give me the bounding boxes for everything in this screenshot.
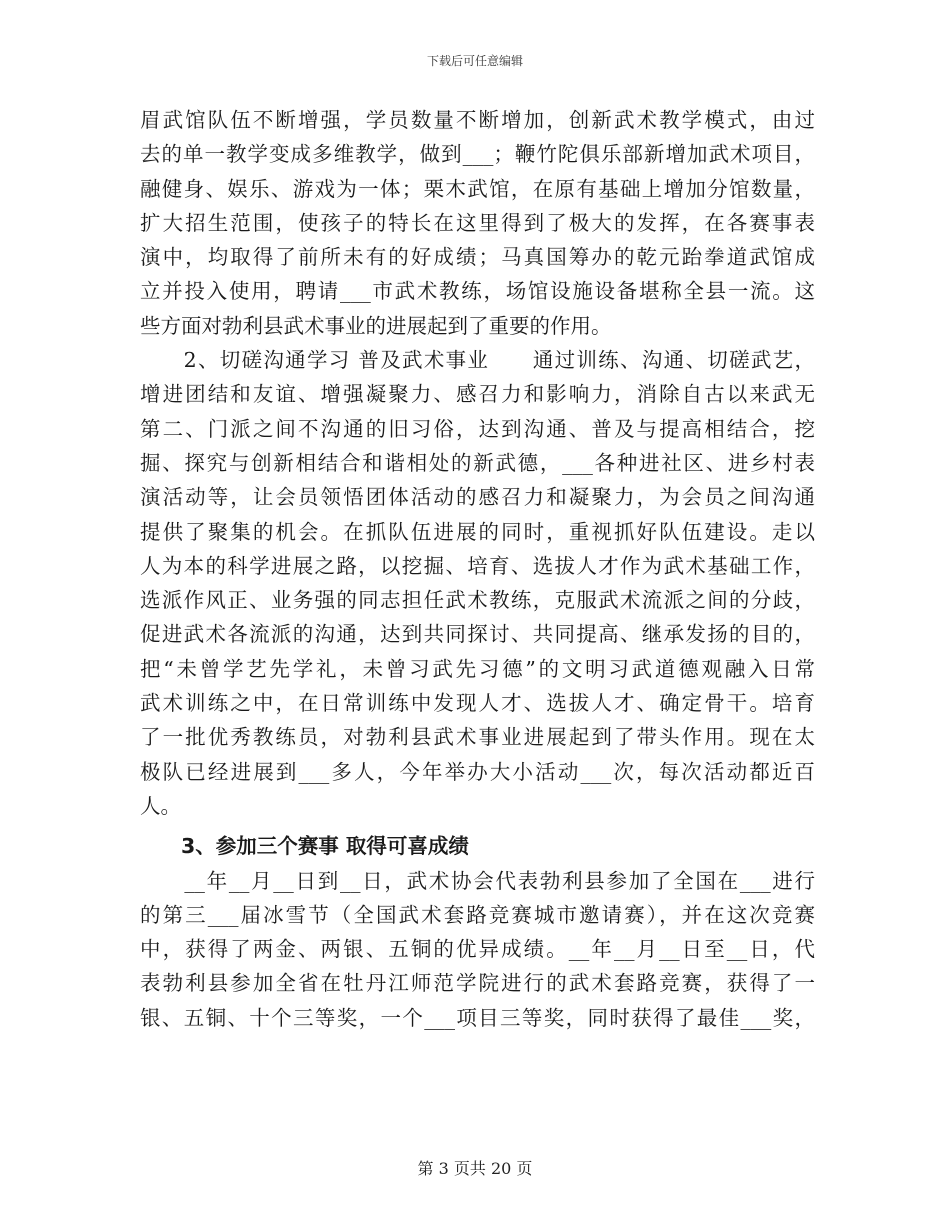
paragraph-line: 极队已经进展到___多人，今年举办大小活动___次，每次活动都近百 (140, 759, 815, 784)
paragraph-line: 扩大招生范围，使孩子的特长在这里得到了极大的发挥，在各赛事表 (140, 210, 815, 235)
paragraph-line: 了一批优秀教练员，对勃利县武术事业进展起到了带头作用。现在太 (140, 725, 815, 750)
page-header: 下载后可任意编辑 (426, 54, 523, 68)
paragraph-line: 人。 (140, 793, 181, 818)
paragraph-line: 演活动等，让会员领悟团体活动的感召力和凝聚力，为会员之间沟通 (140, 485, 815, 510)
paragraph-line: 2、切磋沟通学习 普及武术事业 通过训练、沟通、切磋武艺， (140, 348, 815, 373)
paragraph-line: 选派作风正、业务强的同志担任武术教练，克服武术流派之间的分歧， (140, 588, 815, 613)
paragraph-line: 些方面对勃利县武术事业的进展起到了重要的作用。 (140, 313, 612, 338)
paragraph-line: 提供了聚集的机会。在抓队伍进展的同时，重视抓好队伍建设。走以 (140, 519, 815, 544)
document-body (140, 103, 815, 1035)
paragraph-line: 眉武馆队伍不断增强，学员数量不断增加，创新武术教学模式，由过 (140, 108, 815, 132)
paragraph-line: 掘、探究与创新相结合和谐相处的新武德，___各种进社区、进乡村表 (140, 450, 815, 475)
paragraph-line: 去的单一教学变成多维教学，做到___；鞭竹陀俱乐部新增加武术项目， (140, 142, 815, 167)
paragraph-line: 银、五铜、十个三等奖，一个___项目三等奖，同时获得了最佳___奖， (140, 1005, 815, 1030)
section-heading: 3、参加三个赛事 取得可喜成绩 (140, 834, 469, 859)
paragraph-line: 促进武术各流派的沟通，达到共同探讨、共同提高、继承发扬的目的， (140, 622, 815, 647)
paragraph-line: 演中，均取得了前所未有的好成绩；马真国筹办的乾元跆拳道武馆成 (140, 245, 815, 270)
paragraph-line: 武术训练之中，在日常训练中发现人才、选拔人才、确定骨干。培育 (140, 691, 815, 716)
paragraph-line: 立并投入使用，聘请___市武术教练，场馆设施设备堪称全县一流。这 (140, 279, 815, 304)
paragraph-line: 增进团结和友谊、增强凝聚力、感召力和影响力，消除自古以来武无 (140, 382, 815, 407)
paragraph-line: 融健身、娱乐、游戏为一体；栗木武馆，在原有基础上增加分馆数量， (140, 176, 815, 201)
page-footer: 第 3 页共 20 页 (417, 1159, 533, 1178)
paragraph-line: 中，获得了两金、两银、五铜的优异成绩。__年__月__日至__日，代 (140, 937, 815, 962)
paragraph-line: __年__月__日到__日，武术协会代表勃利县参加了全国在___进行 (140, 868, 815, 893)
paragraph-line: 的第三___届冰雪节（全国武术套路竞赛城市邀请赛），并在这次竞赛 (140, 902, 815, 927)
paragraph-line: 表勃利县参加全省在牡丹江师范学院进行的武术套路竞赛，获得了一 (140, 971, 815, 996)
paragraph-line: 第二、门派之间不沟通的旧习俗，达到沟通、普及与提高相结合，挖 (140, 416, 815, 441)
paragraph-line: 把“未曾学艺先学礼，未曾习武先习德”的文明习武道德观融入日常 (140, 656, 815, 681)
paragraph-line: 人为本的科学进展之路，以挖掘、培育、选拔人才作为武术基础工作， (140, 553, 815, 578)
